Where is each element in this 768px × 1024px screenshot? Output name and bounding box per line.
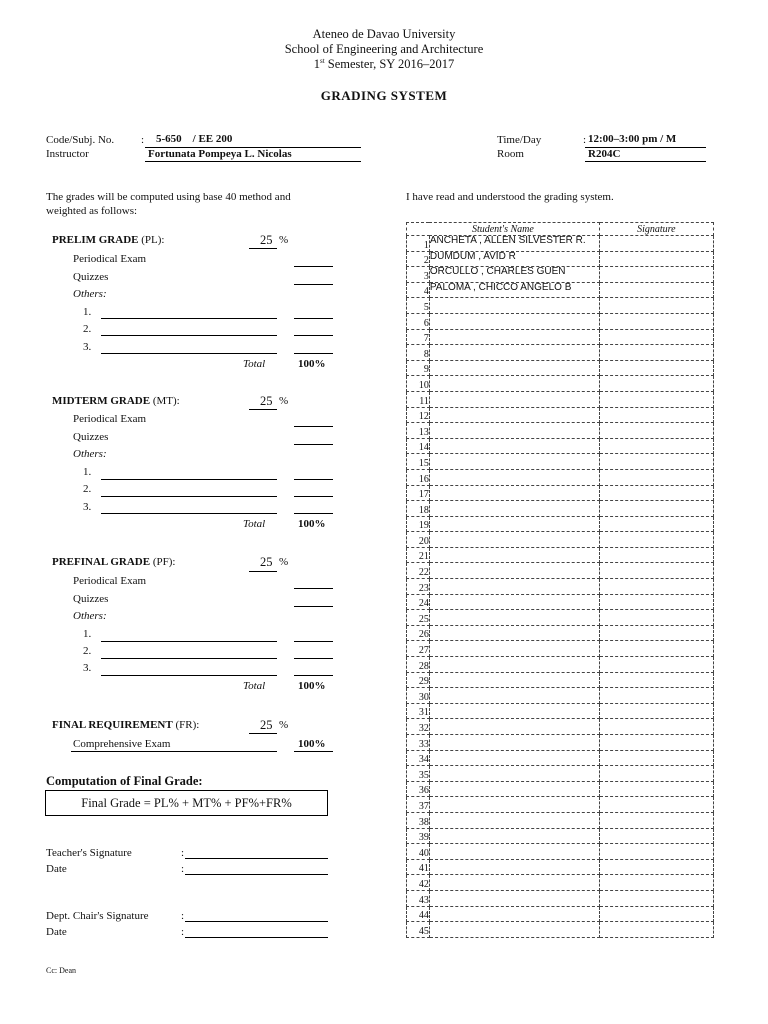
row-number: 29 [407,672,430,688]
student-name-cell [429,797,599,813]
prelim-periodical-line [294,266,333,267]
row-number: 28 [407,657,430,673]
final-req-total-line [294,751,333,752]
signature-cell [599,766,713,782]
signature-cell [599,267,713,283]
signature-cell [599,501,713,517]
dept-chair-date-line [185,937,328,938]
table-row [407,906,714,922]
row-number: 16 [407,469,430,485]
table-row [407,501,714,517]
signature-cell [599,391,713,407]
table-row [407,672,714,688]
signature-cell [599,735,713,751]
prelim-other-1-line [101,318,277,319]
code-value: 5-650 / EE 200 [156,133,233,145]
prefinal-heading [52,556,175,568]
signature-cell [599,516,713,532]
student-name-cell: ORCULLO , CHARLES GUEN [429,267,599,283]
final-req-label: FINAL REQUIREMENT [52,719,173,731]
teacher-signature-label: Teacher's Signature [46,847,132,859]
row-number: 35 [407,766,430,782]
student-name-cell [429,423,599,439]
row-number: 9 [407,360,430,376]
table-row [407,485,714,501]
semester-ordinal: 1 [313,57,320,72]
table-row [407,890,714,906]
signature-cell [599,688,713,704]
student-name-cell [429,516,599,532]
student-name-cell [429,454,599,470]
instructor-label: Instructor [46,148,89,160]
acknowledgement: I have read and understood the grading system. [406,191,614,203]
row-number: 11 [407,391,430,407]
code-label: Code/Subj. No. [46,134,115,146]
midterm-other-1-num: 1. [83,466,92,478]
signature-cell [599,781,713,797]
prelim-other-1-value-line [294,318,333,319]
table-row [407,735,714,751]
semester [0,57,768,72]
table-row [407,360,714,376]
student-name-cell [429,922,599,938]
table-row [407,766,714,782]
table-row [407,282,714,298]
prefinal-abbr: (PF): [150,556,176,568]
row-number: 25 [407,610,430,626]
row-number: 12 [407,407,430,423]
student-name-cell [429,610,599,626]
table-row [407,875,714,891]
row-number: 7 [407,329,430,345]
prelim-periodical: Periodical Exam [73,253,147,265]
student-name-cell [429,688,599,704]
row-number: 5 [407,298,430,314]
row-number: 44 [407,906,430,922]
student-name-cell [429,828,599,844]
table-row [407,391,714,407]
semester-text: Semester, SY 2016–2017 [324,57,455,72]
prefinal-others: Others: [73,610,107,622]
student-name-cell [429,563,599,579]
row-number: 2 [407,251,430,267]
student-roster-table [406,222,714,938]
prelim-heading [52,234,164,246]
row-number: 1 [407,236,430,252]
table-row [407,844,714,860]
table-row [407,423,714,439]
row-number: 4 [407,282,430,298]
row-number: 45 [407,922,430,938]
row-number: 17 [407,485,430,501]
final-grade-formula: Final Grade = PL% + MT% + PF%+FR% [45,790,328,816]
table-row [407,610,714,626]
row-number: 15 [407,454,430,470]
row-number: 22 [407,563,430,579]
student-name-cell [429,298,599,314]
table-row [407,688,714,704]
row-number: 38 [407,812,430,828]
midterm-pct-underline [249,409,277,410]
student-name-cell [429,579,599,595]
dept-chair-date-colon: : [181,926,185,938]
table-row [407,812,714,828]
row-number: 13 [407,423,430,439]
row-number: 33 [407,735,430,751]
row-number: 37 [407,797,430,813]
signature-cell [599,532,713,548]
table-row [407,828,714,844]
prefinal-total-label: Total [243,680,266,692]
student-name-cell [429,703,599,719]
student-name-cell [429,890,599,906]
table-row [407,579,714,595]
table-row [407,469,714,485]
signature-cell [599,407,713,423]
midterm-other-3-value-line [294,513,333,514]
student-name-cell [429,719,599,735]
signature-cell [599,376,713,392]
dept-chair-signature-label: Dept. Chair's Signature [46,910,149,922]
col-student-name: Student's Name [407,223,600,236]
school-name: School of Engineering and Architecture [284,42,484,56]
signature-cell [599,360,713,376]
student-name-cell [429,501,599,517]
dept-chair-signature-line [185,921,328,922]
row-number: 24 [407,594,430,610]
student-name-cell [429,812,599,828]
midterm-pct: 25 [260,394,273,408]
student-name-cell [429,376,599,392]
table-row [407,376,714,392]
table-row [407,563,714,579]
teacher-signature-line [185,858,328,859]
room-value: R204C [588,148,621,160]
table-row [407,298,714,314]
midterm-total-value: 100% [298,518,326,530]
midterm-other-2-line [101,496,277,497]
final-req-pct-underline [249,733,277,734]
final-req-pct: 25 [260,718,273,732]
intro-line-1: The grades will be computed using base 40 method and [46,191,291,203]
midterm-heading [52,395,180,407]
prelim-other-2-value-line [294,335,333,336]
signature-cell [599,906,713,922]
row-number: 20 [407,532,430,548]
row-number: 8 [407,345,430,361]
midterm-periodical: Periodical Exam [73,413,147,425]
table-row [407,438,714,454]
cc-dean: Cc: Dean [46,966,76,975]
prelim-other-3-line [101,353,277,354]
time-colon: : [583,134,587,146]
prefinal-other-1-line [101,641,277,642]
midterm-other-1-value-line [294,479,333,480]
row-number: 40 [407,844,430,860]
prelim-total-label: Total [243,358,266,370]
teacher-date-colon: : [181,863,185,875]
roster-body [407,236,714,938]
table-row [407,594,714,610]
comprehensive-exam-line [71,751,277,752]
row-number: 43 [407,890,430,906]
row-number: 27 [407,641,430,657]
row-number: 6 [407,313,430,329]
signature-cell [599,313,713,329]
table-row [407,859,714,875]
prelim-quizzes-line [294,284,333,285]
midterm-other-1-line [101,479,277,480]
table-row [407,267,714,283]
instructor-underline [145,161,361,162]
row-number: 14 [407,438,430,454]
teacher-signature-colon: : [181,847,185,859]
student-name-cell [429,594,599,610]
midterm-quizzes-line [294,444,333,445]
prelim-pct-sign: % [279,234,289,246]
student-name-cell [429,391,599,407]
signature-cell [599,890,713,906]
signature-cell [599,251,713,267]
table-row [407,719,714,735]
table-row [407,922,714,938]
midterm-other-3-num: 3. [83,501,92,513]
student-name-cell [429,438,599,454]
row-number: 30 [407,688,430,704]
signature-cell [599,579,713,595]
signature-cell [599,828,713,844]
row-number: 19 [407,516,430,532]
dept-chair-signature-colon: : [181,910,185,922]
midterm-label: MIDTERM GRADE [52,395,151,407]
prefinal-other-3-value-line [294,675,333,676]
table-row [407,641,714,657]
prelim-others: Others: [73,288,107,300]
student-name-cell [429,407,599,423]
prelim-total-value: 100% [298,358,326,370]
signature-cell [599,641,713,657]
midterm-other-3-line [101,513,277,514]
row-number: 10 [407,376,430,392]
prelim-abbr: (PL): [138,234,165,246]
roster-header-row [407,223,714,236]
table-row [407,781,714,797]
prefinal-quizzes-line [294,606,333,607]
student-name-cell [429,735,599,751]
signature-cell [599,859,713,875]
table-row [407,329,714,345]
student-name-cell [429,766,599,782]
row-number: 3 [407,267,430,283]
signature-cell [599,329,713,345]
student-name-cell [429,672,599,688]
prefinal-pct: 25 [260,555,273,569]
signature-cell [599,750,713,766]
signature-cell [599,438,713,454]
final-req-heading [52,719,199,731]
row-number: 39 [407,828,430,844]
university-name: Ateneo de Davao University [312,27,456,41]
table-row [407,407,714,423]
signature-cell [599,485,713,501]
signature-cell [599,672,713,688]
signature-cell [599,423,713,439]
prelim-other-1-num: 1. [83,306,92,318]
signature-cell [599,610,713,626]
prelim-other-2-line [101,335,277,336]
table-row [407,251,714,267]
row-number: 32 [407,719,430,735]
row-number: 41 [407,859,430,875]
row-number: 31 [407,703,430,719]
room-label: Room [497,148,524,160]
row-number: 26 [407,625,430,641]
student-name-cell [429,859,599,875]
midterm-total-label: Total [243,518,266,530]
table-row [407,313,714,329]
signature-cell [599,454,713,470]
row-number: 34 [407,750,430,766]
row-number: 36 [407,781,430,797]
student-name-cell: DUMDUM , AVID R [429,251,599,267]
table-row [407,532,714,548]
prefinal-other-3-line [101,675,277,676]
computation-heading: Computation of Final Grade: [46,774,203,788]
instructor-value: Fortunata Pompeya L. Nicolas [148,148,292,160]
midterm-pct-sign: % [279,395,289,407]
time-value: 12:00–3:00 pm / M [588,133,677,145]
signature-cell [599,594,713,610]
prelim-other-3-num: 3. [83,341,92,353]
student-name-cell [429,750,599,766]
table-row [407,703,714,719]
signature-cell [599,657,713,673]
prelim-other-3-value-line [294,353,333,354]
final-req-abbr: (FR): [172,719,200,731]
row-number: 42 [407,875,430,891]
prefinal-periodical: Periodical Exam [73,575,147,587]
table-row [407,454,714,470]
student-name-cell [429,844,599,860]
intro-line-2: weighted as follows: [46,205,138,217]
teacher-date-line [185,874,328,875]
row-number: 21 [407,547,430,563]
signature-cell [599,563,713,579]
table-row [407,657,714,673]
midterm-quizzes: Quizzes [73,431,109,443]
prefinal-other-2-value-line [294,658,333,659]
prefinal-other-3-num: 3. [83,662,92,674]
midterm-abbr: (MT): [150,395,180,407]
student-name-cell [429,345,599,361]
prelim-pct: 25 [260,233,273,247]
table-row [407,750,714,766]
student-name-cell [429,329,599,345]
prefinal-other-2-num: 2. [83,645,92,657]
signature-cell [599,345,713,361]
student-name-cell [429,360,599,376]
teacher-date-label: Date [46,863,67,875]
midterm-periodical-line [294,426,333,427]
student-name-cell [429,657,599,673]
signature-cell [599,282,713,298]
prefinal-pct-underline [249,571,277,572]
midterm-others: Others: [73,448,107,460]
prefinal-label: PREFINAL GRADE [52,556,151,568]
prefinal-other-1-num: 1. [83,628,92,640]
signature-cell [599,298,713,314]
code-colon: : [141,134,145,146]
signature-cell [599,469,713,485]
prefinal-other-1-value-line [294,641,333,642]
semester-suffix: st [319,57,325,65]
student-name-cell [429,641,599,657]
student-name-cell [429,625,599,641]
signature-cell [599,812,713,828]
student-name-cell [429,906,599,922]
student-name-cell [429,485,599,501]
signature-cell [599,236,713,252]
prelim-other-2-num: 2. [83,323,92,335]
midterm-other-2-value-line [294,496,333,497]
dept-chair-date-label: Date [46,926,67,938]
prefinal-periodical-line [294,588,333,589]
table-row [407,236,714,252]
room-underline [585,161,706,162]
signature-cell [599,719,713,735]
table-row [407,625,714,641]
signature-cell [599,875,713,891]
prefinal-other-2-line [101,658,277,659]
table-row [407,547,714,563]
time-label: Time/Day [497,134,542,146]
signature-cell [599,797,713,813]
signature-cell [599,844,713,860]
prefinal-total-value: 100% [298,680,326,692]
final-req-pct-sign: % [279,719,289,731]
col-signature: Signature [599,223,713,236]
table-row [407,516,714,532]
final-req-total: 100% [298,738,326,750]
student-name-cell [429,875,599,891]
signature-cell [599,703,713,719]
table-row [407,345,714,361]
comprehensive-exam: Comprehensive Exam [73,738,171,750]
student-name-cell [429,532,599,548]
signature-cell [599,625,713,641]
prefinal-quizzes: Quizzes [73,593,109,605]
signature-cell [599,922,713,938]
row-number: 23 [407,579,430,595]
prelim-pct-underline [249,248,277,249]
prefinal-pct-sign: % [279,556,289,568]
signature-cell [599,547,713,563]
student-name-cell [429,469,599,485]
prelim-quizzes: Quizzes [73,271,109,283]
midterm-other-2-num: 2. [83,483,92,495]
row-number: 18 [407,501,430,517]
page-title: GRADING SYSTEM [320,88,448,103]
student-name-cell [429,781,599,797]
student-name-cell: PALOMA , CHICCO ANGELO B [429,282,599,298]
table-row [407,797,714,813]
student-name-cell: ANCHETA , ALLEN SILVESTER R. [429,236,599,252]
student-name-cell [429,547,599,563]
prelim-label: PRELIM GRADE [52,234,139,246]
student-name-cell [429,313,599,329]
